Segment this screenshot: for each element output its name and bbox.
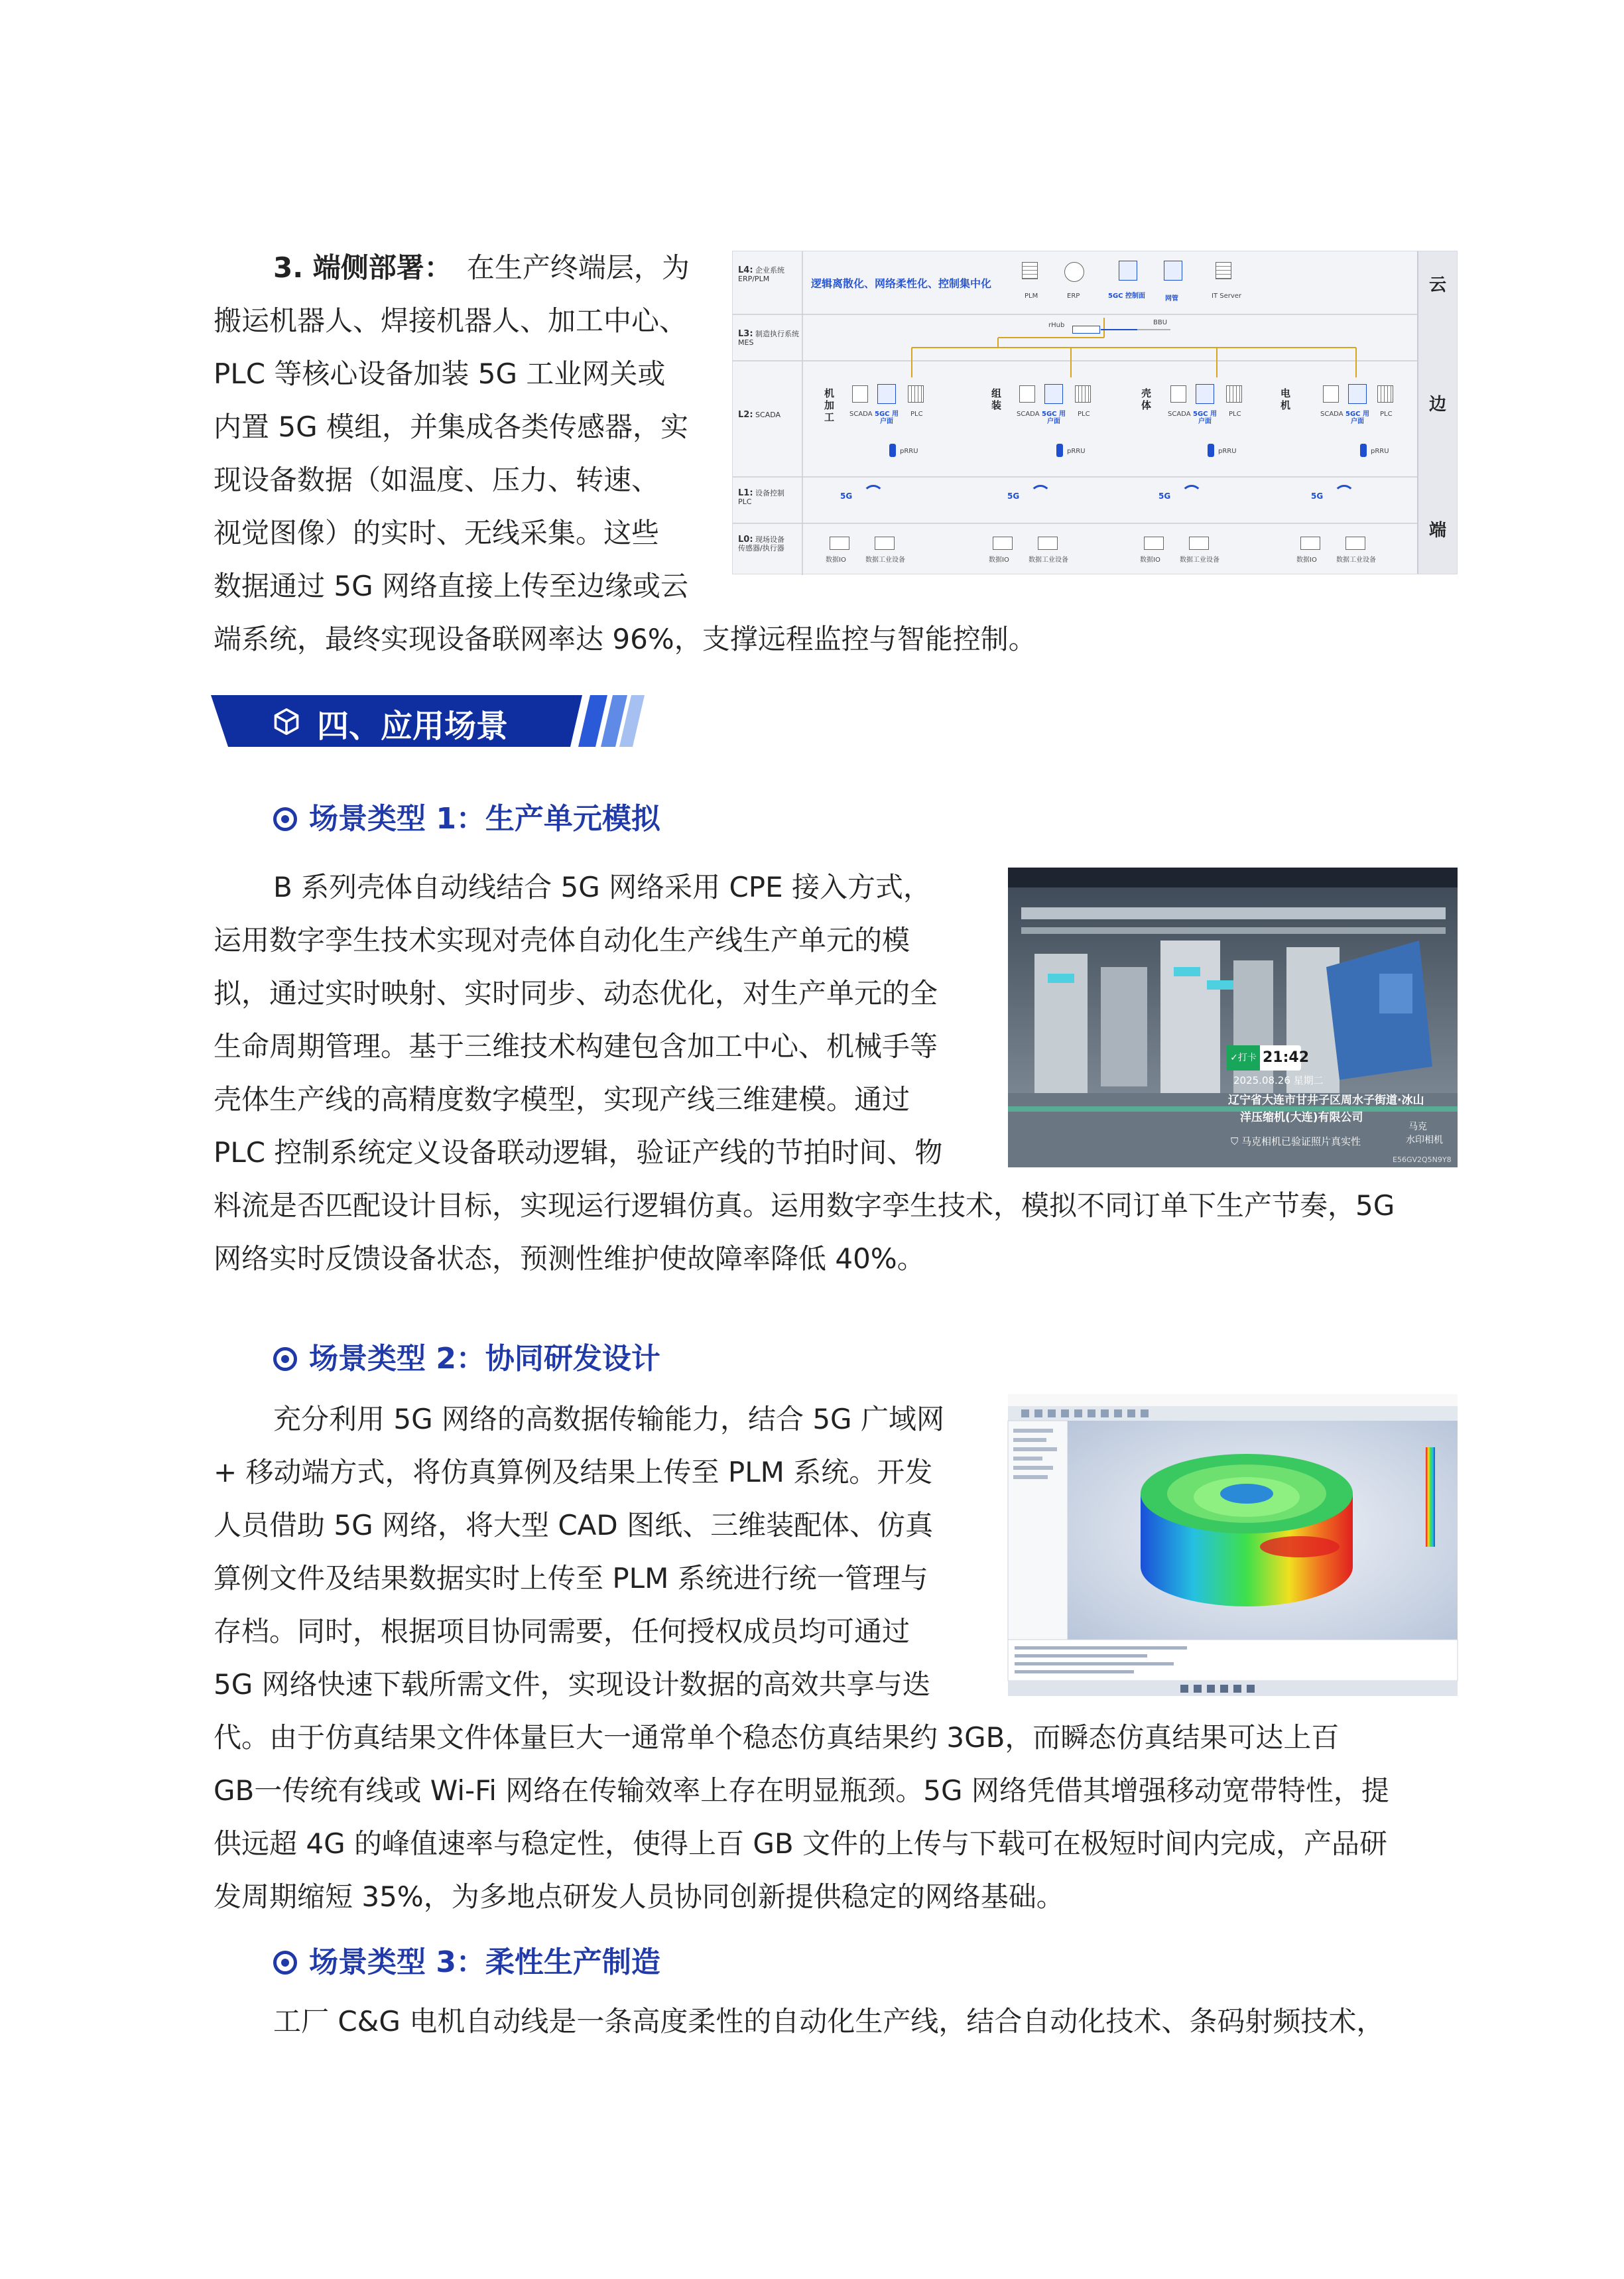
industrial-device-icon [1189, 537, 1209, 550]
industrial-device-icon [875, 537, 895, 550]
5gc-user-plane-label: 5GC 用户面 [1042, 411, 1066, 425]
layer-l4: L4: 企业系统 ERP/PLM [738, 265, 785, 283]
wifi-icon [1181, 485, 1202, 506]
scada-label: SCADA [1320, 411, 1343, 418]
5gc-control-label: 5GC 控制面 [1108, 293, 1145, 300]
scene1-line: 拟，通过实时映射、实时同步、动态优化，对生产单元的全 [214, 977, 938, 1009]
scene1-line: 运用数字孪生技术实现对壳体自动化生产线生产单元的模 [214, 924, 910, 956]
prru-icon [1208, 444, 1214, 457]
cae-software-illustration [1008, 1394, 1458, 1696]
erp-label: ERP [1067, 293, 1080, 300]
scada-icon [1170, 385, 1186, 403]
5gc-user-plane-label: 5GC 用户面 [1193, 411, 1217, 425]
industrial-device-label: 数据工业设备 [1336, 556, 1376, 564]
plc-label: PLC [1078, 411, 1090, 418]
scada-label: SCADA [1168, 411, 1191, 418]
photo-location-2: 洋压缩机(大连)有限公司 [1240, 1111, 1363, 1124]
group-label: 电机 [1280, 387, 1291, 411]
target-bullet-icon [273, 807, 297, 831]
intro-line: 视觉图像）的实时、无线采集。这些 [214, 517, 660, 549]
scene1-line: 料流是否匹配设计目标，实现运行逻辑仿真。运用数字孪生技术，模拟不同订单下生产节奏，5G [214, 1189, 1395, 1222]
shield-check-icon: ⛉ [1231, 1136, 1239, 1147]
scene1-line: B 系列壳体自动线结合 5G 网络采用 CPE 接入方式， [273, 871, 932, 903]
plc-label: PLC [910, 411, 923, 418]
5g-badge: 5G [1158, 491, 1171, 501]
scene1-line: 网络实时反馈设备状态，预测性维护使故障率降低 40%。 [214, 1242, 925, 1275]
wifi-icon [1334, 485, 1355, 506]
network-mgmt-label: 网管 [1165, 295, 1178, 302]
photo-verify: ⛉ 马克相机已验证照片真实性 [1231, 1136, 1361, 1147]
stamp-time: 21:42 [1263, 1049, 1310, 1066]
wifi-icon [863, 485, 884, 506]
layer-l1: L1: 设备控制 PLC [738, 488, 785, 506]
scene2-line: 算例文件及结果数据实时上传至 PLM 系统进行统一管理与 [214, 1562, 928, 1595]
5g-badge: 5G [840, 491, 853, 501]
scene2-line: 代。由于仿真结果文件体量巨大一通常单个稳态仿真结果约 3GB，而瞬态仿真结果可达上百 [214, 1721, 1340, 1754]
group-label: 机加工 [824, 387, 835, 423]
io-label: 数据IO [1140, 556, 1160, 564]
watermark-2: 水印相机 [1406, 1135, 1443, 1145]
5gc-control-icon [1119, 261, 1137, 281]
scada-icon [1323, 385, 1339, 403]
scene2-line: 存档。同时，根据项目协同需要，任何授权成员均可通过 [214, 1615, 910, 1648]
plm-label: PLM [1025, 293, 1038, 300]
tier-edge-label: 边 [1428, 395, 1446, 415]
prru-label: pRRU [1067, 448, 1086, 455]
prru-label: pRRU [900, 448, 918, 455]
plc-icon [1377, 385, 1393, 403]
intro-line: 现设备数据（如温度、压力、转速、 [214, 464, 660, 496]
intro-line: 数据通过 5G 网络直接上传至边缘或云 [214, 570, 688, 602]
io-icon [830, 537, 849, 550]
intro-line: 内置 5G 模组，并集成各类传感器，实 [214, 411, 688, 443]
section-banner [211, 691, 649, 751]
scene1-line: 壳体生产线的高精度数字模型，实现产线三维建模。通过 [214, 1083, 910, 1116]
scene2-line: 充分利用 5G 网络的高数据传输能力，结合 5G 广域网 [273, 1403, 944, 1435]
network-architecture-diagram [732, 251, 1458, 574]
group-label: 组装 [991, 387, 1002, 411]
tier-bar [1417, 251, 1457, 574]
io-icon [993, 537, 1013, 550]
intro-text: 在生产终端层，为 [466, 251, 690, 284]
industrial-device-icon [1038, 537, 1058, 550]
io-label: 数据IO [1296, 556, 1317, 564]
5gc-user-plane-icon [1196, 384, 1214, 404]
target-bullet-icon [273, 1347, 297, 1371]
intro-line: 搬运机器人、焊接机器人、加工中心、 [214, 304, 688, 337]
it-server-label: IT Server [1212, 293, 1242, 300]
industrial-device-icon [1345, 537, 1365, 550]
industrial-device-label: 数据工业设备 [1029, 556, 1068, 564]
wifi-icon [1030, 485, 1051, 506]
scene1-line: 生命周期管理。基于三维技术构建包含加工中心、机械手等 [214, 1030, 938, 1063]
industrial-device-label: 数据工业设备 [865, 556, 905, 564]
network-mgmt-icon [1164, 261, 1182, 281]
scene2-line: 供远超 4G 的峰值速率与稳定性，使得上百 GB 文件的上传与下载可在极短时间内完成，产品研 [214, 1827, 1388, 1860]
photo-code: E56GV2Q5N9Y8 [1393, 1155, 1452, 1164]
scene3-paragraph [214, 1995, 1384, 2048]
io-label: 数据IO [989, 556, 1009, 564]
scada-label: SCADA [1017, 411, 1040, 418]
cube-icon [272, 707, 301, 736]
digital-twin-photo [1008, 868, 1458, 1167]
diagram-slogan: 逻辑离散化、网络柔性化、控制集中化 [811, 277, 992, 290]
scene2-line: + 移动端方式，将仿真算例及结果上传至 PLM 系统。开发 [214, 1456, 933, 1488]
scene3-heading: 场景类型 3：柔性生产制造 [273, 1938, 660, 1981]
intro-heading: 3. 端侧部署： [273, 251, 452, 284]
watermark-1: 马克 [1408, 1122, 1427, 1132]
it-server-icon [1216, 262, 1231, 279]
layer-l2: L2: SCADA [738, 410, 781, 420]
intro-line: 端系统，最终实现设备联网率达 96%，支撑远程监控与智能控制。 [214, 623, 1036, 655]
scene2-line: 5G 网络快速下载所需文件，实现设计数据的高效共享与迭 [214, 1668, 930, 1701]
5gc-user-plane-icon [877, 384, 896, 404]
io-icon [1300, 537, 1320, 550]
plc-icon [1075, 385, 1091, 403]
intro-line: PLC 等核心设备加装 5G 工业网关或 [214, 358, 666, 390]
5gc-user-plane-label: 5GC 用户面 [875, 411, 899, 425]
plc-label: PLC [1380, 411, 1393, 418]
prru-icon [889, 444, 896, 457]
prru-icon [1360, 444, 1367, 457]
bbu-label: BBU [1153, 319, 1168, 326]
scene2-line: GB一传统有线或 Wi-Fi 网络在传输效率上存在明显瓶颈。5G 网络凭借其增强移动宽带特性，提 [214, 1774, 1389, 1807]
target-bullet-icon [273, 1951, 297, 1975]
layer-l0: L0: 现场设备 传感器/执行器 [738, 535, 785, 553]
simulation-screenshot [1008, 1394, 1458, 1696]
scene3-line: 工厂 C&G 电机自动线是一条高度柔性的自动化生产线，结合自动化技术、条码射频技术， [273, 2005, 1385, 2038]
prru-icon [1056, 444, 1063, 457]
photo-location-1: 辽宁省大连市甘井子区周水子街道·冰山 [1228, 1094, 1424, 1107]
scada-label: SCADA [849, 411, 873, 418]
prru-label: pRRU [1218, 448, 1237, 455]
5gc-user-plane-label: 5GC 用户面 [1345, 411, 1369, 425]
layer-l3: L3: 制造执行系统 MES [738, 329, 800, 347]
scada-icon [1019, 385, 1035, 403]
group-label: 壳体 [1141, 387, 1152, 411]
industrial-device-label: 数据工业设备 [1180, 556, 1219, 564]
io-icon [1144, 537, 1164, 550]
5gc-user-plane-icon [1348, 384, 1367, 404]
scene1-heading: 场景类型 1：生产单元模拟 [273, 795, 660, 837]
5g-badge: 5G [1007, 491, 1020, 501]
photo-date: 2025.08.26 星期二 [1233, 1074, 1324, 1086]
plc-icon [908, 385, 924, 403]
section-title: 四、应用场景 [317, 708, 509, 745]
timestamp-stamp [1227, 1045, 1310, 1071]
io-label: 数据IO [826, 556, 846, 564]
5gc-user-plane-icon [1044, 384, 1063, 404]
prru-label: pRRU [1371, 448, 1389, 455]
tier-cloud-label: 云 [1428, 275, 1446, 295]
erp-user-icon [1064, 262, 1084, 282]
scada-icon [852, 385, 868, 403]
plm-server-icon [1022, 262, 1038, 279]
tier-end-label: 端 [1428, 521, 1446, 541]
scene2-line: 发周期缩短 35%，为多地点研发人员协同创新提供稳定的网络基础。 [214, 1880, 1064, 1913]
plc-label: PLC [1229, 411, 1241, 418]
scene2-line: 人员借助 5G 网络，将大型 CAD 图纸、三维装配体、仿真 [214, 1509, 934, 1541]
scene1-line: PLC 控制系统定义设备联动逻辑，验证产线的节拍时间、物 [214, 1136, 943, 1169]
production-line-illustration [1008, 868, 1458, 1167]
plc-icon [1226, 385, 1242, 403]
5g-badge: 5G [1311, 491, 1324, 501]
rhub-icon [1072, 326, 1100, 334]
check-in-badge: ✓打卡 [1227, 1045, 1260, 1071]
rhub-label: rHub [1048, 322, 1065, 329]
scene2-heading: 场景类型 2：协同研发设计 [273, 1335, 660, 1377]
